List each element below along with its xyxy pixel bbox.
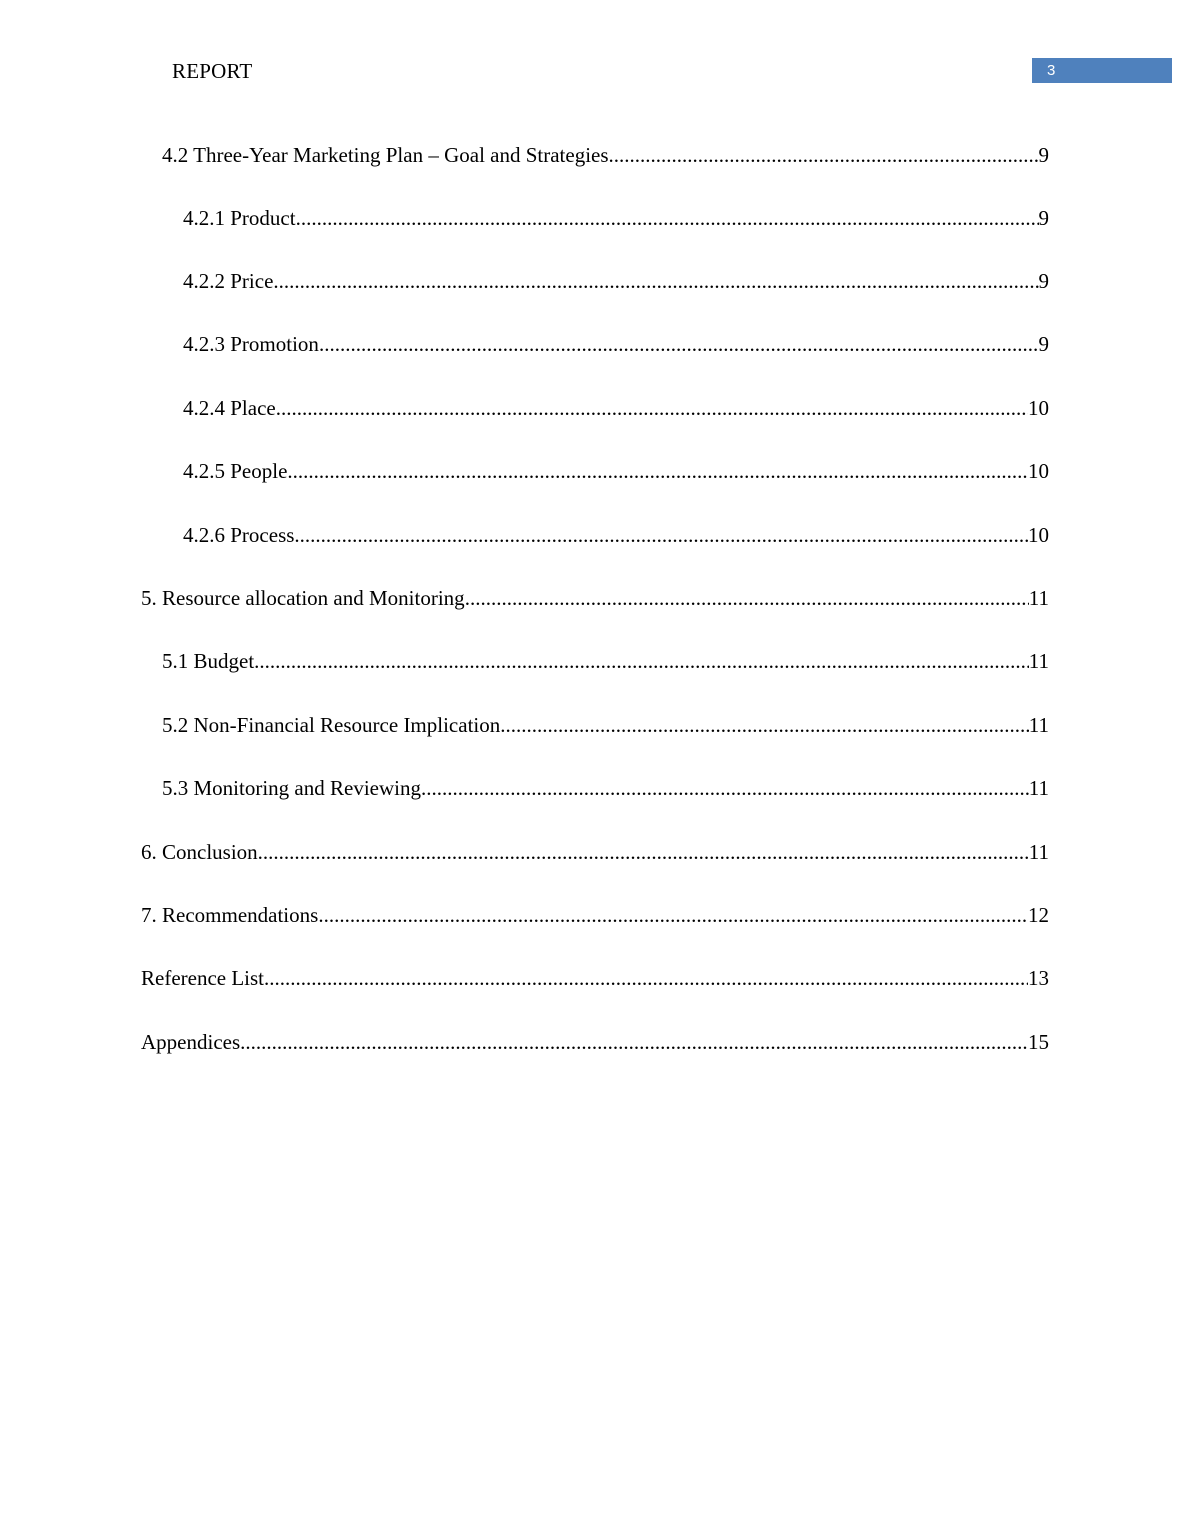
toc-entry[interactable] — [162, 771, 1049, 801]
toc-entry-page: 11 — [1028, 586, 1049, 610]
toc-entry[interactable] — [183, 454, 1049, 484]
toc-entry[interactable] — [141, 835, 1049, 865]
toc-dot-leader — [500, 712, 1029, 738]
page-number: 3 — [1047, 62, 1056, 79]
toc-entry-label: 4.2.2 Price — [183, 269, 274, 293]
toc-entry[interactable] — [183, 518, 1049, 548]
toc-entry[interactable] — [141, 581, 1049, 611]
toc-entry-label: 4.2.3 Promotion — [183, 332, 319, 356]
toc-entry-label: 4.2 Three-Year Marketing Plan – Goal and Strategies — [162, 143, 609, 167]
toc-dot-leader — [254, 648, 1029, 674]
toc-entry-page: 9 — [1038, 206, 1049, 230]
toc-entry-page: 13 — [1028, 966, 1049, 990]
toc-entry-page: 10 — [1028, 396, 1049, 420]
toc-dot-leader — [609, 142, 1039, 168]
toc-entry-label: Reference List — [141, 966, 265, 990]
toc-entry[interactable] — [141, 961, 1049, 991]
toc-entry-page: 15 — [1028, 1030, 1049, 1054]
toc-entry-page: 10 — [1028, 523, 1049, 547]
toc-entry-label: 5.1 Budget — [162, 649, 255, 673]
toc-entry-page: 12 — [1028, 903, 1049, 927]
toc-dot-leader — [294, 522, 1028, 548]
toc-entry[interactable] — [141, 1025, 1049, 1055]
toc-entry-page: 11 — [1028, 840, 1049, 864]
toc-entry[interactable] — [183, 391, 1049, 421]
toc-entry-label: 5.2 Non-Financial Resource Implication — [162, 713, 501, 737]
toc-entry[interactable] — [183, 201, 1049, 231]
toc-entry-label: 4.2.6 Process — [183, 523, 295, 547]
toc-entry-page: 11 — [1028, 776, 1049, 800]
toc-dot-leader — [240, 1029, 1028, 1055]
toc-entry-label: Appendices — [141, 1030, 241, 1054]
toc-entry[interactable] — [162, 708, 1049, 738]
toc-entry-label: 5. Resource allocation and Monitoring — [141, 586, 465, 610]
page-number-badge — [1032, 58, 1172, 83]
toc-entry[interactable] — [183, 327, 1049, 357]
toc-dot-leader — [287, 458, 1028, 484]
toc-entry-page: 11 — [1028, 649, 1049, 673]
toc-dot-leader — [296, 205, 1039, 231]
toc-entry[interactable] — [141, 898, 1049, 928]
header-title: REPORT — [172, 59, 253, 83]
toc-entry-label: 7. Recommendations — [141, 903, 319, 927]
toc-dot-leader — [421, 775, 1029, 801]
toc-entry-label: 4.2.4 Place — [183, 396, 276, 420]
toc-dot-leader — [465, 585, 1029, 611]
toc-dot-leader — [276, 395, 1028, 421]
toc-entry-label: 5.3 Monitoring and Reviewing — [162, 776, 421, 800]
toc-entry-page: 9 — [1038, 143, 1049, 167]
toc-dot-leader — [258, 839, 1029, 865]
toc-entry[interactable] — [162, 138, 1049, 168]
toc-entry-page: 11 — [1028, 713, 1049, 737]
toc-entry[interactable] — [183, 264, 1049, 294]
toc-entry-page: 10 — [1028, 459, 1049, 483]
toc-entry-label: 6. Conclusion — [141, 840, 258, 864]
toc-entry[interactable] — [162, 644, 1049, 674]
toc-dot-leader — [318, 902, 1028, 928]
toc-entry-page: 9 — [1038, 332, 1049, 356]
toc-dot-leader — [273, 268, 1038, 294]
toc-entry-label: 4.2.5 People — [183, 459, 288, 483]
toc-entry-label: 4.2.1 Product — [183, 206, 296, 230]
toc-entry-page: 9 — [1038, 269, 1049, 293]
toc-dot-leader — [264, 965, 1028, 991]
toc-dot-leader — [319, 331, 1039, 357]
